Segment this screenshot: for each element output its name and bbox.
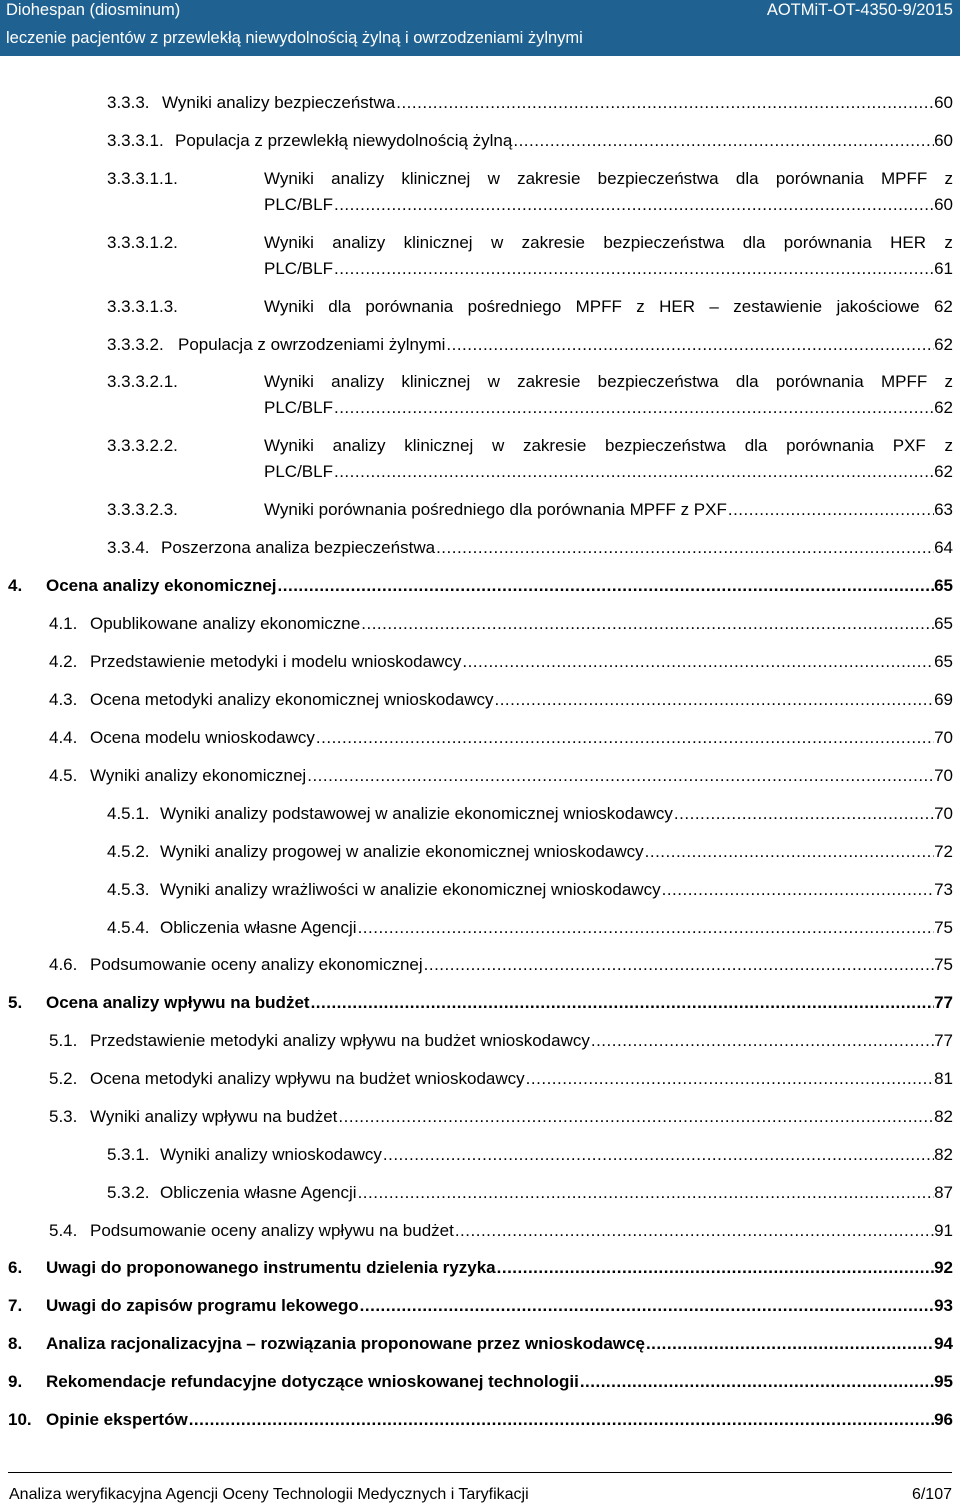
toc-entry-title — [264, 169, 953, 189]
toc-entry-title: Populacja z owrzodzeniami żylnymi — [178, 335, 446, 354]
toc-entry-number: 4.5.4. — [107, 918, 150, 937]
toc-entry-line — [8, 1334, 953, 1354]
toc-entry[interactable] — [107, 804, 953, 824]
toc-entry-word: dla — [735, 372, 759, 391]
toc-entry-title: Wyniki analizy bezpieczeństwa — [162, 93, 396, 112]
toc-entry-line — [49, 766, 953, 786]
toc-entry[interactable] — [107, 500, 953, 520]
toc-entry-line — [107, 918, 953, 938]
toc-entry[interactable] — [107, 93, 953, 113]
toc-entry-word: klinicznej — [401, 372, 471, 391]
toc-entry-word: zestawienie — [733, 297, 823, 316]
header-indication: leczenie pacjentów z przewlekłą niewydolnością żylną i owrzodzeniami żylnymi — [6, 29, 583, 47]
toc-entry[interactable] — [49, 614, 953, 634]
toc-entry[interactable] — [8, 993, 953, 1013]
toc-entry-word: Wyniki — [264, 436, 314, 455]
toc-leader-dots — [590, 1031, 934, 1051]
toc-entry-number: 4.1. — [49, 614, 78, 633]
toc-entry-number: 4. — [8, 576, 23, 595]
toc-entry-word: Wyniki — [264, 169, 314, 188]
toc-entry-title: Ocena analizy wpływu na budżet — [46, 993, 310, 1012]
toc-leader-dots — [435, 538, 934, 558]
toc-page-number: 77 — [934, 1031, 953, 1050]
toc-entry-number: 4.5.2. — [107, 842, 150, 861]
toc-entry-line — [107, 1183, 953, 1203]
toc-entry-word: analizy — [331, 169, 385, 188]
toc-entry-title: Poszerzona analiza bezpieczeństwa — [161, 538, 436, 557]
toc-entry[interactable] — [107, 1183, 953, 1203]
toc-entry-word: bezpieczeństwa — [597, 169, 719, 188]
toc-leader-dots — [357, 918, 935, 938]
toc-page-number: 62 — [934, 398, 953, 417]
toc-leader-dots — [512, 131, 934, 151]
toc-entry-title-continued: PLC/BLF — [264, 195, 333, 214]
toc-page-number: 72 — [934, 842, 953, 861]
toc-page-number: 60 — [934, 195, 953, 214]
toc-entry-line — [49, 614, 953, 634]
toc-entry-title: Przedstawienie metodyki i modelu wnioskodawcy — [90, 652, 462, 671]
toc-entry[interactable] — [107, 842, 953, 862]
toc-entry-word: z — [944, 169, 953, 188]
toc-leader-dots — [315, 728, 934, 748]
toc-entry-title: Wyniki analizy podstawowej w analizie ekonomicznej wnioskodawcy — [160, 804, 673, 823]
toc-entry[interactable] — [49, 1107, 953, 1127]
toc-entry-word: w — [487, 169, 500, 188]
toc-entry-word: zakresie — [517, 372, 581, 391]
toc-page-number: 61 — [934, 259, 953, 278]
toc-entry-word: dla — [742, 233, 766, 252]
toc-entry-line — [49, 955, 953, 975]
toc-leader-dots — [496, 1258, 934, 1278]
toc-leader-dots — [673, 804, 934, 824]
toc-entry[interactable] — [49, 955, 953, 975]
toc-entry[interactable] — [107, 538, 953, 558]
toc-entry-number: 3.3.3.1.1. — [107, 169, 178, 188]
toc-entry-title — [264, 436, 953, 456]
toc-page-number: 75 — [934, 918, 953, 937]
footer-agency: Analiza weryfikacyjna Agencji Oceny Technologii Medycznych i Taryfikacji — [9, 1486, 529, 1503]
toc-leader-dots — [461, 652, 934, 672]
toc-entry-word: MPFF — [880, 372, 928, 391]
toc-entry-line — [107, 297, 953, 317]
toc-entry-line — [49, 1069, 953, 1089]
toc-entry-word: MPFF — [880, 169, 928, 188]
toc-entry-word: porównania — [775, 169, 864, 188]
toc-page-number: 75 — [934, 955, 953, 974]
toc-entry-title: Wyniki analizy ekonomicznej — [90, 766, 307, 785]
toc-entry[interactable] — [107, 297, 953, 317]
toc-entry-number: 8. — [8, 1334, 23, 1353]
toc-entry-number: 3.3.3.2. — [107, 335, 164, 354]
footer-page-number: 6/107 — [911, 1486, 952, 1503]
toc-entry[interactable] — [49, 1069, 953, 1089]
toc-entry-word: bezpieczeństwa — [605, 436, 726, 455]
toc-entry[interactable] — [107, 372, 953, 418]
toc-entry-word: – — [709, 297, 719, 316]
toc-entry-title: Wyniki porównania pośredniego dla porównania MPFF z PXF — [264, 500, 727, 519]
toc-leader-dots — [306, 766, 934, 786]
toc-leader-dots — [359, 1296, 934, 1316]
toc-entry-word: jakościowe — [836, 297, 920, 316]
toc-entry-number: 5. — [8, 993, 23, 1012]
toc-entry[interactable] — [8, 1334, 953, 1354]
toc-leader-dots — [333, 398, 934, 418]
toc-entry-number: 4.3. — [49, 690, 78, 709]
toc-entry-line — [8, 993, 953, 1013]
toc-page-number: 92 — [934, 1258, 953, 1277]
toc-page-number: 62 — [934, 462, 953, 481]
toc-page-number: 95 — [934, 1372, 953, 1391]
toc-leader-dots — [382, 1145, 934, 1165]
toc-entry[interactable] — [49, 1221, 953, 1241]
toc-entry-title-continued: PLC/BLF — [264, 462, 333, 481]
toc-entry-word: dla — [328, 297, 351, 316]
toc-entry-number: 3.3.3.1.3. — [107, 297, 178, 316]
toc-entry-word: zakresie — [521, 233, 585, 252]
toc-entry-line — [107, 259, 953, 279]
toc-entry-title: Uwagi do proponowanego instrumentu dzielenia ryzyka — [46, 1258, 496, 1277]
toc-entry-title: Rekomendacje refundacyjne dotyczące wnioskowanej technologii — [46, 1372, 579, 1391]
toc-page-number: 69 — [934, 690, 953, 709]
toc-entry-title — [264, 233, 953, 253]
toc-leader-dots — [337, 1107, 934, 1127]
toc-entry-word: porównania — [775, 372, 864, 391]
toc-entry-word: analizy — [332, 233, 386, 252]
header-report-code: AOTMiT-OT-4350-9/2015 — [766, 1, 953, 19]
toc-page-number: 60 — [934, 93, 953, 112]
toc-entry-number: 3.3.3.2.1. — [107, 372, 178, 391]
toc-entry-title: Ocena analizy ekonomicznej — [46, 576, 277, 595]
toc-entry-title: Obliczenia własne Agencji — [160, 1183, 357, 1202]
toc-entry-line — [49, 652, 953, 672]
toc-leader-dots — [357, 1183, 935, 1203]
toc-page-number: 65 — [934, 576, 953, 595]
toc-entry-line — [107, 169, 953, 189]
toc-entry-title: Wyniki analizy wnioskodawcy — [160, 1145, 382, 1164]
toc-entry-line — [49, 690, 953, 710]
toc-entry-number: 3.3.4. — [107, 538, 150, 557]
toc-entry-word: w — [491, 436, 505, 455]
toc-page-number: 77 — [934, 993, 953, 1012]
toc-entry-title: Opinie ekspertów — [46, 1410, 188, 1429]
toc-entry[interactable] — [107, 233, 953, 279]
toc-entry-line — [49, 1031, 953, 1051]
toc-entry-number: 5.4. — [49, 1221, 78, 1240]
toc-entry[interactable] — [107, 131, 953, 151]
toc-entry-title: Populacja z przewlekłą niewydolnością żylną — [175, 131, 513, 150]
toc-entry-title: Wyniki analizy progowej w analizie ekonomicznej wnioskodawcy — [160, 842, 644, 861]
toc-leader-dots — [454, 1221, 934, 1241]
toc-entry[interactable] — [49, 766, 953, 786]
toc-entry-word: porównania — [365, 297, 454, 316]
toc-entry[interactable] — [107, 918, 953, 938]
toc-leader-dots — [644, 842, 934, 862]
toc-entry-title: Opublikowane analizy ekonomiczne — [90, 614, 361, 633]
toc-entry-line — [8, 1372, 953, 1392]
toc-entry-word: dla — [735, 169, 759, 188]
toc-entry-number: 3.3.3. — [107, 93, 150, 112]
toc-entry-line — [107, 842, 953, 862]
toc-entry-word: Wyniki — [264, 297, 314, 316]
toc-entry[interactable] — [107, 436, 953, 482]
toc-entry-title: Ocena metodyki analizy ekonomicznej wnioskodawcy — [90, 690, 494, 709]
toc-entry-line — [8, 576, 953, 596]
toc-entry-line — [107, 93, 953, 113]
toc-entry-number: 7. — [8, 1296, 23, 1315]
toc-page-number: 63 — [934, 500, 953, 519]
toc-entry-number: 5.3.1. — [107, 1145, 150, 1164]
toc-entry-line — [49, 728, 953, 748]
toc-page-number: 70 — [934, 766, 953, 785]
toc-entry-line — [8, 1258, 953, 1278]
toc-entry-word: zakresie — [522, 436, 587, 455]
toc-entry-line — [49, 1107, 953, 1127]
toc-entry-word: HER — [890, 233, 926, 252]
toc-page-number: 70 — [934, 804, 953, 823]
toc-entry-word: z — [636, 297, 645, 316]
toc-page-number: 94 — [934, 1334, 953, 1353]
toc-entry-number: 4.5. — [49, 766, 78, 785]
toc-entry-line — [107, 335, 953, 355]
toc-entry[interactable] — [49, 728, 953, 748]
toc-entry-word: bezpieczeństwa — [597, 372, 719, 391]
toc-entry-line — [107, 131, 953, 151]
toc-entry[interactable] — [8, 1410, 953, 1430]
toc-entry-word: porównania — [783, 233, 872, 252]
toc-entry[interactable] — [107, 169, 953, 215]
toc-entry-word: Wyniki — [264, 233, 314, 252]
toc-leader-dots — [333, 195, 934, 215]
toc-entry-number: 3.3.3.2.3. — [107, 500, 178, 519]
toc-entry[interactable] — [49, 1031, 953, 1051]
toc-leader-dots — [277, 576, 935, 596]
toc-leader-dots — [493, 690, 934, 710]
toc-leader-dots — [188, 1410, 934, 1430]
toc-entry-line — [107, 804, 953, 824]
toc-entry-line — [107, 538, 953, 558]
toc-entry-line — [107, 500, 953, 520]
toc-entry-number: 3.3.3.1.2. — [107, 233, 178, 252]
toc-entry-number: 5.1. — [49, 1031, 78, 1050]
toc-entry-number: 4.2. — [49, 652, 78, 671]
toc-page-number: 65 — [934, 652, 953, 671]
toc-page-number: 81 — [934, 1069, 953, 1088]
toc-entry-word: w — [490, 233, 504, 252]
toc-entry-number: 5.3.2. — [107, 1183, 150, 1202]
toc-entry-word: z — [944, 436, 953, 455]
toc-entry-number: 4.4. — [49, 728, 78, 747]
toc-entry[interactable] — [8, 1296, 953, 1316]
toc-entry-number: 6. — [8, 1258, 23, 1277]
toc-entry-number: 5.3. — [49, 1107, 78, 1126]
toc-page-number: 91 — [934, 1221, 953, 1240]
toc-leader-dots — [645, 1334, 934, 1354]
toc-entry-title: Ocena modelu wnioskodawcy — [90, 728, 315, 747]
toc-leader-dots — [525, 1069, 934, 1089]
toc-entry-line — [49, 1221, 953, 1241]
toc-entry[interactable] — [8, 1258, 953, 1278]
toc-page-number: 62 — [934, 335, 953, 354]
toc-entry[interactable] — [8, 576, 953, 596]
toc-page-number: 82 — [934, 1107, 953, 1126]
toc-entry-title: Obliczenia własne Agencji — [160, 918, 357, 937]
toc-entry-line — [107, 195, 953, 215]
toc-entry-line — [107, 462, 953, 482]
toc-entry-title: Przedstawienie metodyki analizy wpływu na budżet wnioskodawcy — [90, 1031, 590, 1050]
toc-leader-dots — [661, 880, 934, 900]
toc-entry[interactable] — [49, 690, 953, 710]
toc-entry-word: w — [487, 372, 500, 391]
toc-entry-title: Uwagi do zapisów programu lekowego — [46, 1296, 359, 1315]
toc-entry-line — [107, 1145, 953, 1165]
toc-page-number: 64 — [934, 538, 953, 557]
toc-page-number: 87 — [934, 1183, 953, 1202]
toc-page-number: 70 — [934, 728, 953, 747]
toc-entry-title: Wyniki analizy wpływu na budżet — [90, 1107, 338, 1126]
toc-entry-title-continued: PLC/BLF — [264, 398, 333, 417]
toc-entry-word: MPFF — [575, 297, 622, 316]
toc-entry-title: Podsumowanie oceny analizy ekonomicznej — [90, 955, 423, 974]
toc-entry-word: z — [944, 372, 953, 391]
toc-entry-word: HER — [659, 297, 696, 316]
footer-divider — [8, 1472, 952, 1473]
toc-entry-word: z — [944, 233, 953, 252]
toc-entry[interactable] — [8, 1372, 953, 1392]
toc-entry-word: klinicznej — [403, 233, 473, 252]
toc-leader-dots — [727, 500, 934, 520]
toc-entry[interactable] — [49, 652, 953, 672]
toc-entry-title-continued: PLC/BLF — [264, 259, 333, 278]
toc-entry[interactable] — [107, 335, 953, 355]
toc-leader-dots — [579, 1372, 934, 1392]
toc-entry-number: 10. — [8, 1410, 32, 1429]
toc-entry-word: analizy — [331, 372, 385, 391]
toc-leader-dots — [395, 93, 934, 113]
toc-entry-number: 4.5.3. — [107, 880, 150, 899]
toc-entry-title: Ocena metodyki analizy wpływu na budżet wnioskodawcy — [90, 1069, 525, 1088]
toc-entry-line — [107, 233, 953, 253]
toc-entry-word: analizy — [332, 436, 386, 455]
toc-entry-line — [8, 1296, 953, 1316]
toc-entry-number: 4.6. — [49, 955, 78, 974]
toc-page-number: 82 — [934, 1145, 953, 1164]
toc-entry-title: Podsumowanie oceny analizy wpływu na budżet — [90, 1221, 454, 1240]
toc-entry-title — [264, 297, 953, 317]
toc-entry-word: pośredniego — [467, 297, 562, 316]
toc-page-number: 73 — [934, 880, 953, 899]
toc-entry-word: klinicznej — [404, 436, 474, 455]
toc-leader-dots — [333, 259, 934, 279]
toc-page-number: 93 — [934, 1296, 953, 1315]
toc-entry-word: PXF — [892, 436, 926, 455]
toc-entry-word: 62 — [933, 297, 953, 316]
toc-entry-title: Wyniki analizy wrażliwości w analizie ekonomicznej wnioskodawcy — [160, 880, 661, 899]
toc-entry-word: klinicznej — [401, 169, 471, 188]
toc-entry-word: bezpieczeństwa — [603, 233, 725, 252]
toc-entry-word: dla — [744, 436, 768, 455]
toc-page-number: 65 — [934, 614, 953, 633]
toc-entry-line — [8, 1410, 953, 1430]
toc-page-number: 96 — [934, 1410, 953, 1429]
toc-entry-number: 3.3.3.1. — [107, 131, 164, 150]
toc-entry-word: zakresie — [517, 169, 581, 188]
toc-leader-dots — [310, 993, 935, 1013]
toc-entry-line — [107, 436, 953, 456]
toc-entry[interactable] — [107, 1145, 953, 1165]
toc-entry-number: 3.3.3.2.2. — [107, 436, 178, 455]
toc-entry-word: Wyniki — [264, 372, 314, 391]
toc-leader-dots — [360, 614, 934, 634]
toc-entry-line — [107, 398, 953, 418]
toc-entry-line — [107, 880, 953, 900]
toc-entry-number: 9. — [8, 1372, 23, 1391]
toc-entry-title — [264, 372, 953, 392]
toc-entry-title: Analiza racjonalizacyjna – rozwiązania proponowane przez wnioskodawcę — [46, 1334, 645, 1353]
toc-entry-number: 4.5.1. — [107, 804, 150, 823]
toc-leader-dots — [445, 335, 934, 355]
toc-leader-dots — [333, 462, 934, 482]
toc-entry-number: 5.2. — [49, 1069, 78, 1088]
toc-entry-line — [107, 372, 953, 392]
toc-entry-word: porównania — [786, 436, 874, 455]
header-drug-name: Diohespan (diosminum) — [6, 1, 181, 19]
toc-leader-dots — [423, 955, 934, 975]
toc-entry[interactable] — [107, 880, 953, 900]
toc-page-number: 60 — [934, 131, 953, 150]
